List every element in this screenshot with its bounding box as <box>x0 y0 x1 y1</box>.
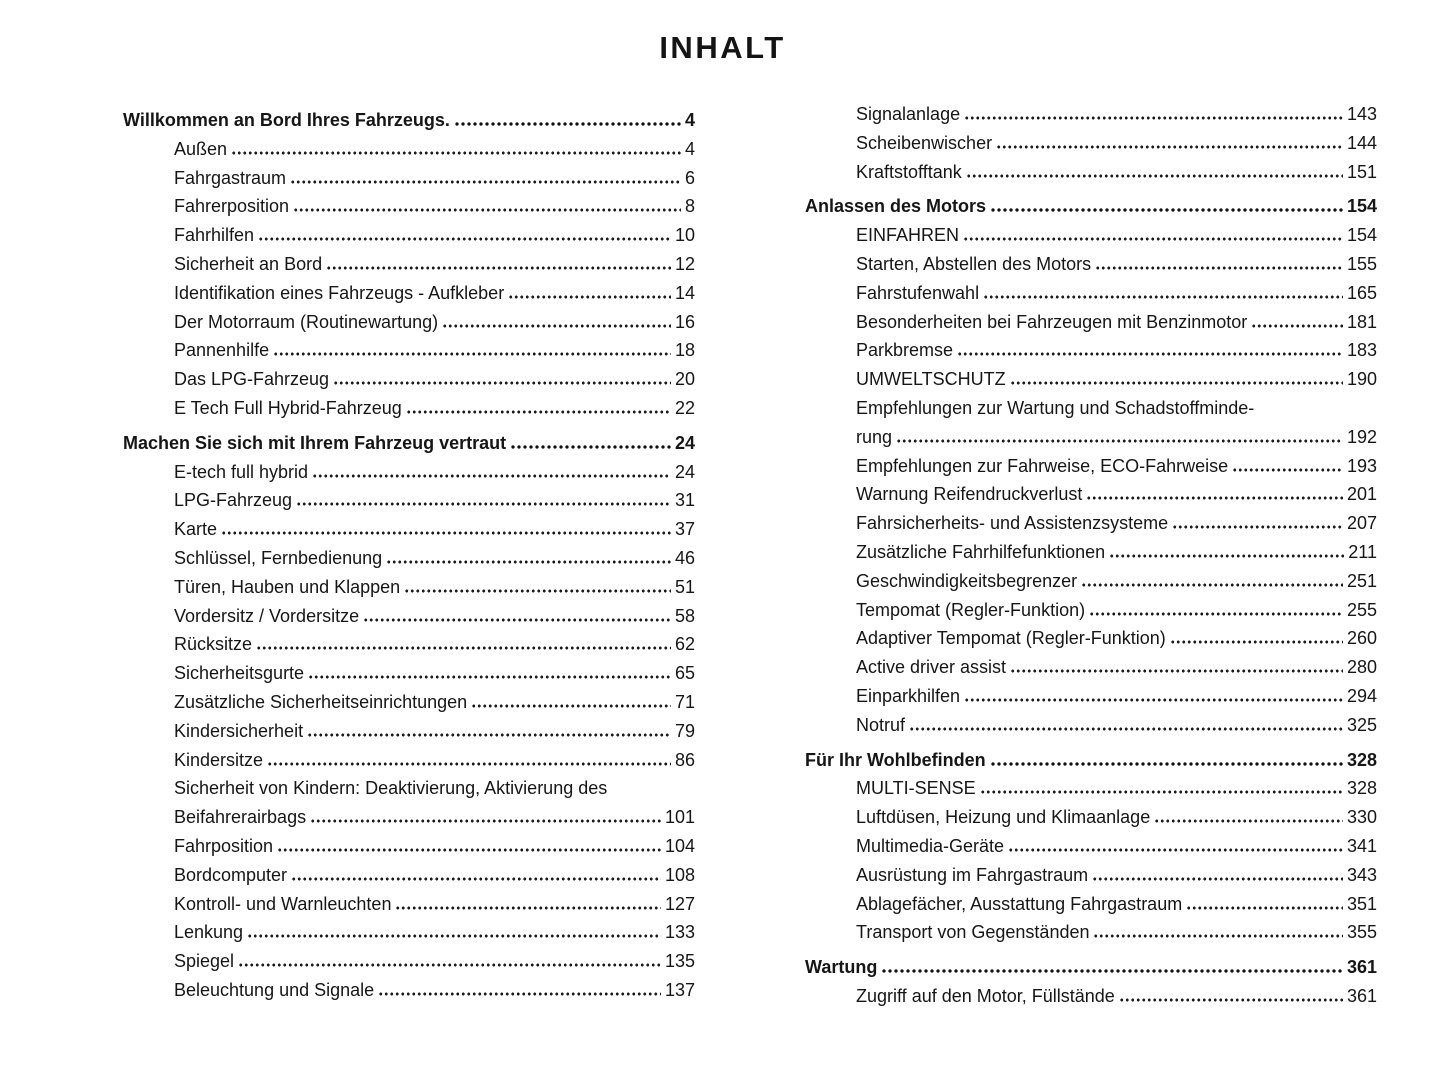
toc-entry-label: Beifahrerairbags <box>174 807 307 828</box>
toc-entry-label: MULTI-SENSE <box>856 778 976 799</box>
toc-item-entry <box>123 688 695 717</box>
toc-entry-label: Kontroll- und Warnleuchten <box>174 893 392 914</box>
toc-entry-label: Starten, Abstellen des Motors <box>856 253 1092 274</box>
toc-entry-label: Anlassen des Motors <box>805 196 987 217</box>
leader-dots <box>247 934 661 938</box>
toc-entry-label: Zugriff auf den Motor, Füllstände <box>856 985 1115 1006</box>
toc-item-entry <box>805 158 1377 187</box>
toc-page-number: 294 <box>1346 685 1377 706</box>
toc-page-number: 328 <box>1346 749 1377 770</box>
toc-page-number: 127 <box>664 893 695 914</box>
toc-item-entry <box>123 659 695 688</box>
toc-entry-label: Vordersitz / Vordersitze <box>174 605 360 626</box>
toc-item-entry <box>805 803 1377 832</box>
leader-dots <box>454 122 681 126</box>
toc-page-number: 144 <box>1346 132 1377 153</box>
leader-dots <box>395 906 661 910</box>
toc-item-entry <box>805 250 1377 279</box>
toc-page-number: 8 <box>684 196 695 217</box>
toc-section-entry <box>805 746 1377 775</box>
toc-item-entry <box>805 365 1377 394</box>
leader-dots <box>273 352 671 356</box>
toc-item-entry <box>805 832 1377 861</box>
toc-section-entry <box>123 106 695 135</box>
toc-columns <box>123 100 1445 1011</box>
toc-entry-label: Pannenhilfe <box>174 340 270 361</box>
toc-page-number: 260 <box>1346 628 1377 649</box>
toc-item-entry <box>805 423 1377 452</box>
toc-page-number: 343 <box>1346 864 1377 885</box>
toc-page-number: 192 <box>1346 426 1377 447</box>
toc-item-entry <box>123 515 695 544</box>
toc-entry-label: Karte <box>174 519 218 540</box>
leader-dots <box>308 675 671 679</box>
toc-item-entry <box>805 129 1377 158</box>
toc-entry-label: E-tech full hybrid <box>174 461 309 482</box>
toc-entry-label: Machen Sie sich mit Ihrem Fahrzeug vertraut <box>123 432 507 453</box>
leader-dots <box>296 502 671 506</box>
toc-entry-label: Transport von Gegenständen <box>856 922 1090 943</box>
toc-page-number: 51 <box>674 576 695 597</box>
toc-entry-label: Das LPG-Fahrzeug <box>174 369 330 390</box>
toc-page-number: 330 <box>1346 807 1377 828</box>
leader-dots <box>963 237 1343 241</box>
toc-entry-label: Kindersitze <box>174 749 264 770</box>
toc-entry-label-line1: Sicherheit von Kindern: Deaktivierung, Aktivierung des <box>174 778 608 799</box>
toc-page-number: 24 <box>674 461 695 482</box>
toc-page-number: 154 <box>1346 225 1377 246</box>
toc-page-number: 133 <box>664 922 695 943</box>
toc-item-entry <box>805 509 1377 538</box>
toc-page-number: 207 <box>1346 513 1377 534</box>
toc-page-number: 104 <box>664 835 695 856</box>
toc-page-number: 135 <box>664 951 695 972</box>
toc-entry-label: Schlüssel, Fernbedienung <box>174 547 383 568</box>
toc-page-number: 79 <box>674 720 695 741</box>
toc-entry-label: Multimedia-Geräte <box>856 835 1005 856</box>
leader-dots <box>1089 612 1343 616</box>
toc-item-entry <box>805 653 1377 682</box>
toc-entry-label: EINFAHREN <box>856 225 960 246</box>
toc-page-number: 351 <box>1346 893 1377 914</box>
toc-page-number: 155 <box>1346 253 1377 274</box>
toc-entry-label: Signalanlage <box>856 104 961 124</box>
toc-item-entry <box>805 336 1377 365</box>
toc-section-entry <box>805 953 1377 982</box>
toc-page-number: 46 <box>674 547 695 568</box>
toc-entry-label: Lenkung <box>174 922 244 943</box>
leader-dots <box>442 324 671 328</box>
toc-section-entry <box>805 192 1377 221</box>
toc-page-number: 325 <box>1346 714 1377 735</box>
toc-page-number: 108 <box>664 864 695 885</box>
toc-item-entry <box>123 630 695 659</box>
toc-entry-label: Sicherheitsgurte <box>174 663 305 684</box>
toc-page-number: 328 <box>1346 778 1377 799</box>
toc-page-number: 62 <box>674 634 695 655</box>
toc-entry-label: Geschwindigkeitsbegrenzer <box>856 570 1078 591</box>
toc-entry-label: Fahrsicherheits- und Assistenzsysteme <box>856 513 1169 534</box>
toc-item-entry <box>123 746 695 775</box>
leader-dots <box>290 180 681 184</box>
leader-dots <box>1251 324 1343 328</box>
toc-item-entry <box>123 365 695 394</box>
leader-dots <box>221 531 671 535</box>
toc-entry-label: Außen <box>174 138 228 159</box>
leader-dots <box>1092 877 1343 881</box>
toc-page-number: 10 <box>674 225 695 246</box>
toc-entry-label: Für Ihr Wohlbefinden <box>805 749 986 770</box>
toc-entry-label: Active driver assist <box>856 657 1007 678</box>
leader-dots <box>238 963 661 967</box>
toc-page-number: 255 <box>1346 599 1377 620</box>
leader-dots <box>1093 934 1342 938</box>
toc-page-number: 355 <box>1346 922 1377 943</box>
toc-item-entry <box>123 976 695 1005</box>
toc-page-number: 58 <box>674 605 695 626</box>
toc-entry-label: Fahrhilfen <box>174 225 255 246</box>
leader-dots <box>277 848 661 852</box>
toc-page-number: 31 <box>674 490 695 511</box>
leader-dots <box>378 992 661 996</box>
toc-item-entry <box>123 192 695 221</box>
toc-page-number: 4 <box>684 138 695 159</box>
leader-dots <box>312 474 671 478</box>
leader-dots <box>990 208 1343 212</box>
toc-item-entry <box>805 711 1377 740</box>
leader-dots <box>406 410 671 414</box>
toc-item-entry <box>123 918 695 947</box>
toc-item-entry <box>123 308 695 337</box>
toc-column-right <box>805 100 1377 1011</box>
toc-entry-label: Adaptiver Tempomat (Regler-Funktion) <box>856 628 1166 649</box>
toc-entry-label: LPG-Fahrzeug <box>174 490 293 511</box>
toc-page-number: 137 <box>664 979 695 1000</box>
leader-dots <box>1170 640 1343 644</box>
toc-item-entry <box>805 308 1377 337</box>
leader-dots <box>964 698 1343 702</box>
toc-page-number: 280 <box>1346 657 1377 678</box>
toc-item-entry <box>805 452 1377 481</box>
toc-entry-label: UMWELTSCHUTZ <box>856 369 1006 390</box>
toc-column-left <box>123 100 695 1011</box>
leader-dots <box>980 790 1343 794</box>
toc-item-entry <box>805 567 1377 596</box>
toc-page-number: 101 <box>664 807 695 828</box>
toc-page-number: 86 <box>674 749 695 770</box>
toc-item-entry <box>805 624 1377 653</box>
toc-entry-label: Besonderheiten bei Fahrzeugen mit Benzinmotor <box>856 311 1248 332</box>
toc-page-number: 65 <box>674 663 695 684</box>
toc-item-entry <box>805 279 1377 308</box>
toc-item-entry <box>805 861 1377 890</box>
leader-dots <box>896 439 1343 443</box>
leader-dots <box>471 704 671 708</box>
toc-page-number: 37 <box>674 519 695 540</box>
toc-entry-label: Willkommen an Bord Ihres Fahrzeugs. <box>123 110 450 130</box>
toc-entry-label: Türen, Hauben und Klappen <box>174 576 401 597</box>
toc-page-number: 361 <box>1346 985 1377 1006</box>
toc-page-number: 165 <box>1346 282 1377 303</box>
toc-item-entry <box>805 221 1377 250</box>
toc-page-number: 6 <box>684 167 695 188</box>
toc-page-number: 190 <box>1346 369 1377 390</box>
leader-dots <box>326 266 671 270</box>
toc-entry-label: Bordcomputer <box>174 864 288 885</box>
leader-dots <box>1119 998 1343 1002</box>
toc-section-entry <box>123 429 695 458</box>
page-title: INHALT <box>659 30 786 65</box>
leader-dots <box>291 877 661 881</box>
toc-item-entry <box>805 100 1377 129</box>
toc-entry-label: Warnung Reifendruckverlust <box>856 484 1083 505</box>
toc-page-number: 151 <box>1346 161 1377 182</box>
leader-dots <box>267 762 671 766</box>
leader-dots <box>1010 381 1343 385</box>
leader-dots <box>957 352 1343 356</box>
toc-page-number: 18 <box>674 340 695 361</box>
leader-dots <box>231 151 681 155</box>
leader-dots <box>363 618 671 622</box>
toc-item-entry <box>123 135 695 164</box>
toc-entry-label: Der Motorraum (Routinewartung) <box>174 311 439 332</box>
toc-entry-label: rung <box>856 426 893 447</box>
toc-item-entry <box>805 918 1377 947</box>
leader-dots <box>1008 848 1343 852</box>
leader-dots <box>510 445 671 449</box>
leader-dots <box>258 237 671 241</box>
leader-dots <box>508 295 671 299</box>
toc-entry-label: Notruf <box>856 714 906 735</box>
toc-page-number: 71 <box>674 691 695 712</box>
toc-entry-label: Fahrposition <box>174 835 274 856</box>
toc-item-entry <box>123 573 695 602</box>
toc-page-number: 4 <box>684 110 695 130</box>
toc-entry-label: Kindersicherheit <box>174 720 304 741</box>
toc-page-number: 211 <box>1348 541 1377 562</box>
leader-dots <box>881 969 1343 973</box>
toc-entry-label: Beleuchtung und Signale <box>174 979 375 1000</box>
leader-dots <box>909 727 1343 731</box>
toc-page-number: 251 <box>1346 570 1377 591</box>
toc-entry-label: Luftdüsen, Heizung und Klimaanlage <box>856 807 1151 828</box>
toc-page-number: 143 <box>1346 104 1377 124</box>
toc-item-entry <box>805 596 1377 625</box>
toc-page-number: 20 <box>674 369 695 390</box>
toc-entry-label: E Tech Full Hybrid-Fahrzeug <box>174 397 402 418</box>
leader-dots <box>256 646 671 650</box>
toc-page-number: 193 <box>1346 455 1377 476</box>
toc-item-entry <box>123 947 695 976</box>
toc-item-entry <box>805 682 1377 711</box>
toc-entry-label: Empfehlungen zur Fahrweise, ECO-Fahrweise <box>856 455 1229 476</box>
toc-item-entry <box>123 717 695 746</box>
toc-entry-label: Scheibenwischer <box>856 132 993 153</box>
toc-entry-label: Fahrstufenwahl <box>856 282 980 303</box>
leader-dots <box>404 589 671 593</box>
toc-page-number: 181 <box>1346 311 1377 332</box>
toc-entry-label-line1: Empfehlungen zur Wartung und Schadstoffminde- <box>856 397 1255 418</box>
toc-page-number: 154 <box>1346 196 1377 217</box>
toc-page-number: 16 <box>674 311 695 332</box>
toc-item-entry <box>123 803 695 832</box>
toc-item-entry <box>123 394 695 423</box>
toc-entry-label: Rücksitze <box>174 634 253 655</box>
toc-entry-label: Zusätzliche Fahrhilfefunktionen <box>856 541 1106 562</box>
toc-entry-label: Spiegel <box>174 951 235 972</box>
leader-dots <box>293 208 681 212</box>
toc-entry-label: Sicherheit an Bord <box>174 253 323 274</box>
toc-entry-label: Wartung <box>805 957 878 978</box>
leader-dots <box>310 819 661 823</box>
toc-page-number: 183 <box>1346 340 1377 361</box>
leader-dots <box>386 560 671 564</box>
leader-dots <box>964 116 1343 120</box>
toc-item-entry <box>123 861 695 890</box>
leader-dots <box>983 295 1343 299</box>
toc-page-number: 22 <box>674 397 695 418</box>
toc-entry-label: Fahrgastraum <box>174 167 287 188</box>
leader-dots <box>1081 583 1343 587</box>
toc-item-entry <box>123 279 695 308</box>
toc-item-entry <box>805 982 1377 1011</box>
toc-item-entry <box>123 832 695 861</box>
toc-page-number: 12 <box>674 253 695 274</box>
leader-dots <box>1172 525 1343 529</box>
toc-page-number: 24 <box>674 432 695 453</box>
toc-item-entry <box>123 164 695 193</box>
leader-dots <box>307 733 671 737</box>
leader-dots <box>990 762 1343 766</box>
toc-item-entry <box>123 602 695 631</box>
toc-item-entry <box>123 544 695 573</box>
toc-entry-label: Identifikation eines Fahrzeugs - Aufkleber <box>174 282 505 303</box>
toc-page-number: 341 <box>1346 835 1377 856</box>
toc-page-number: 14 <box>674 282 695 303</box>
toc-item-entry <box>123 250 695 279</box>
toc-entry-label: Fahrerposition <box>174 196 290 217</box>
leader-dots <box>1095 266 1343 270</box>
toc-item-entry <box>123 890 695 919</box>
leader-dots <box>333 381 671 385</box>
toc-entry-label: Ausrüstung im Fahrgastraum <box>856 864 1089 885</box>
toc-item-entry <box>123 221 695 250</box>
toc-entry-label: Ablagefächer, Ausstattung Fahrgastraum <box>856 893 1183 914</box>
toc-page-number: 201 <box>1346 484 1377 505</box>
leader-dots <box>1186 906 1343 910</box>
leader-dots <box>1154 819 1343 823</box>
toc-item-entry <box>123 458 695 487</box>
toc-entry-label: Kraftstofftank <box>856 161 962 182</box>
leader-dots <box>1232 468 1343 472</box>
leader-dots <box>1109 554 1344 558</box>
leader-dots <box>1086 496 1343 500</box>
leader-dots <box>996 145 1343 149</box>
toc-entry-label: Parkbremse <box>856 340 954 361</box>
toc-item-entry <box>805 538 1377 567</box>
toc-item-entry <box>123 336 695 365</box>
toc-item-entry <box>805 890 1377 919</box>
leader-dots <box>1010 669 1343 673</box>
toc-item-entry <box>805 774 1377 803</box>
toc-entry-label: Tempomat (Regler-Funktion) <box>856 599 1086 620</box>
toc-entry-label: Einparkhilfen <box>856 685 961 706</box>
toc-item-entry <box>805 480 1377 509</box>
leader-dots <box>966 174 1343 178</box>
toc-entry-label: Zusätzliche Sicherheitseinrichtungen <box>174 691 468 712</box>
toc-page-number: 361 <box>1346 957 1377 978</box>
toc-item-entry <box>123 486 695 515</box>
